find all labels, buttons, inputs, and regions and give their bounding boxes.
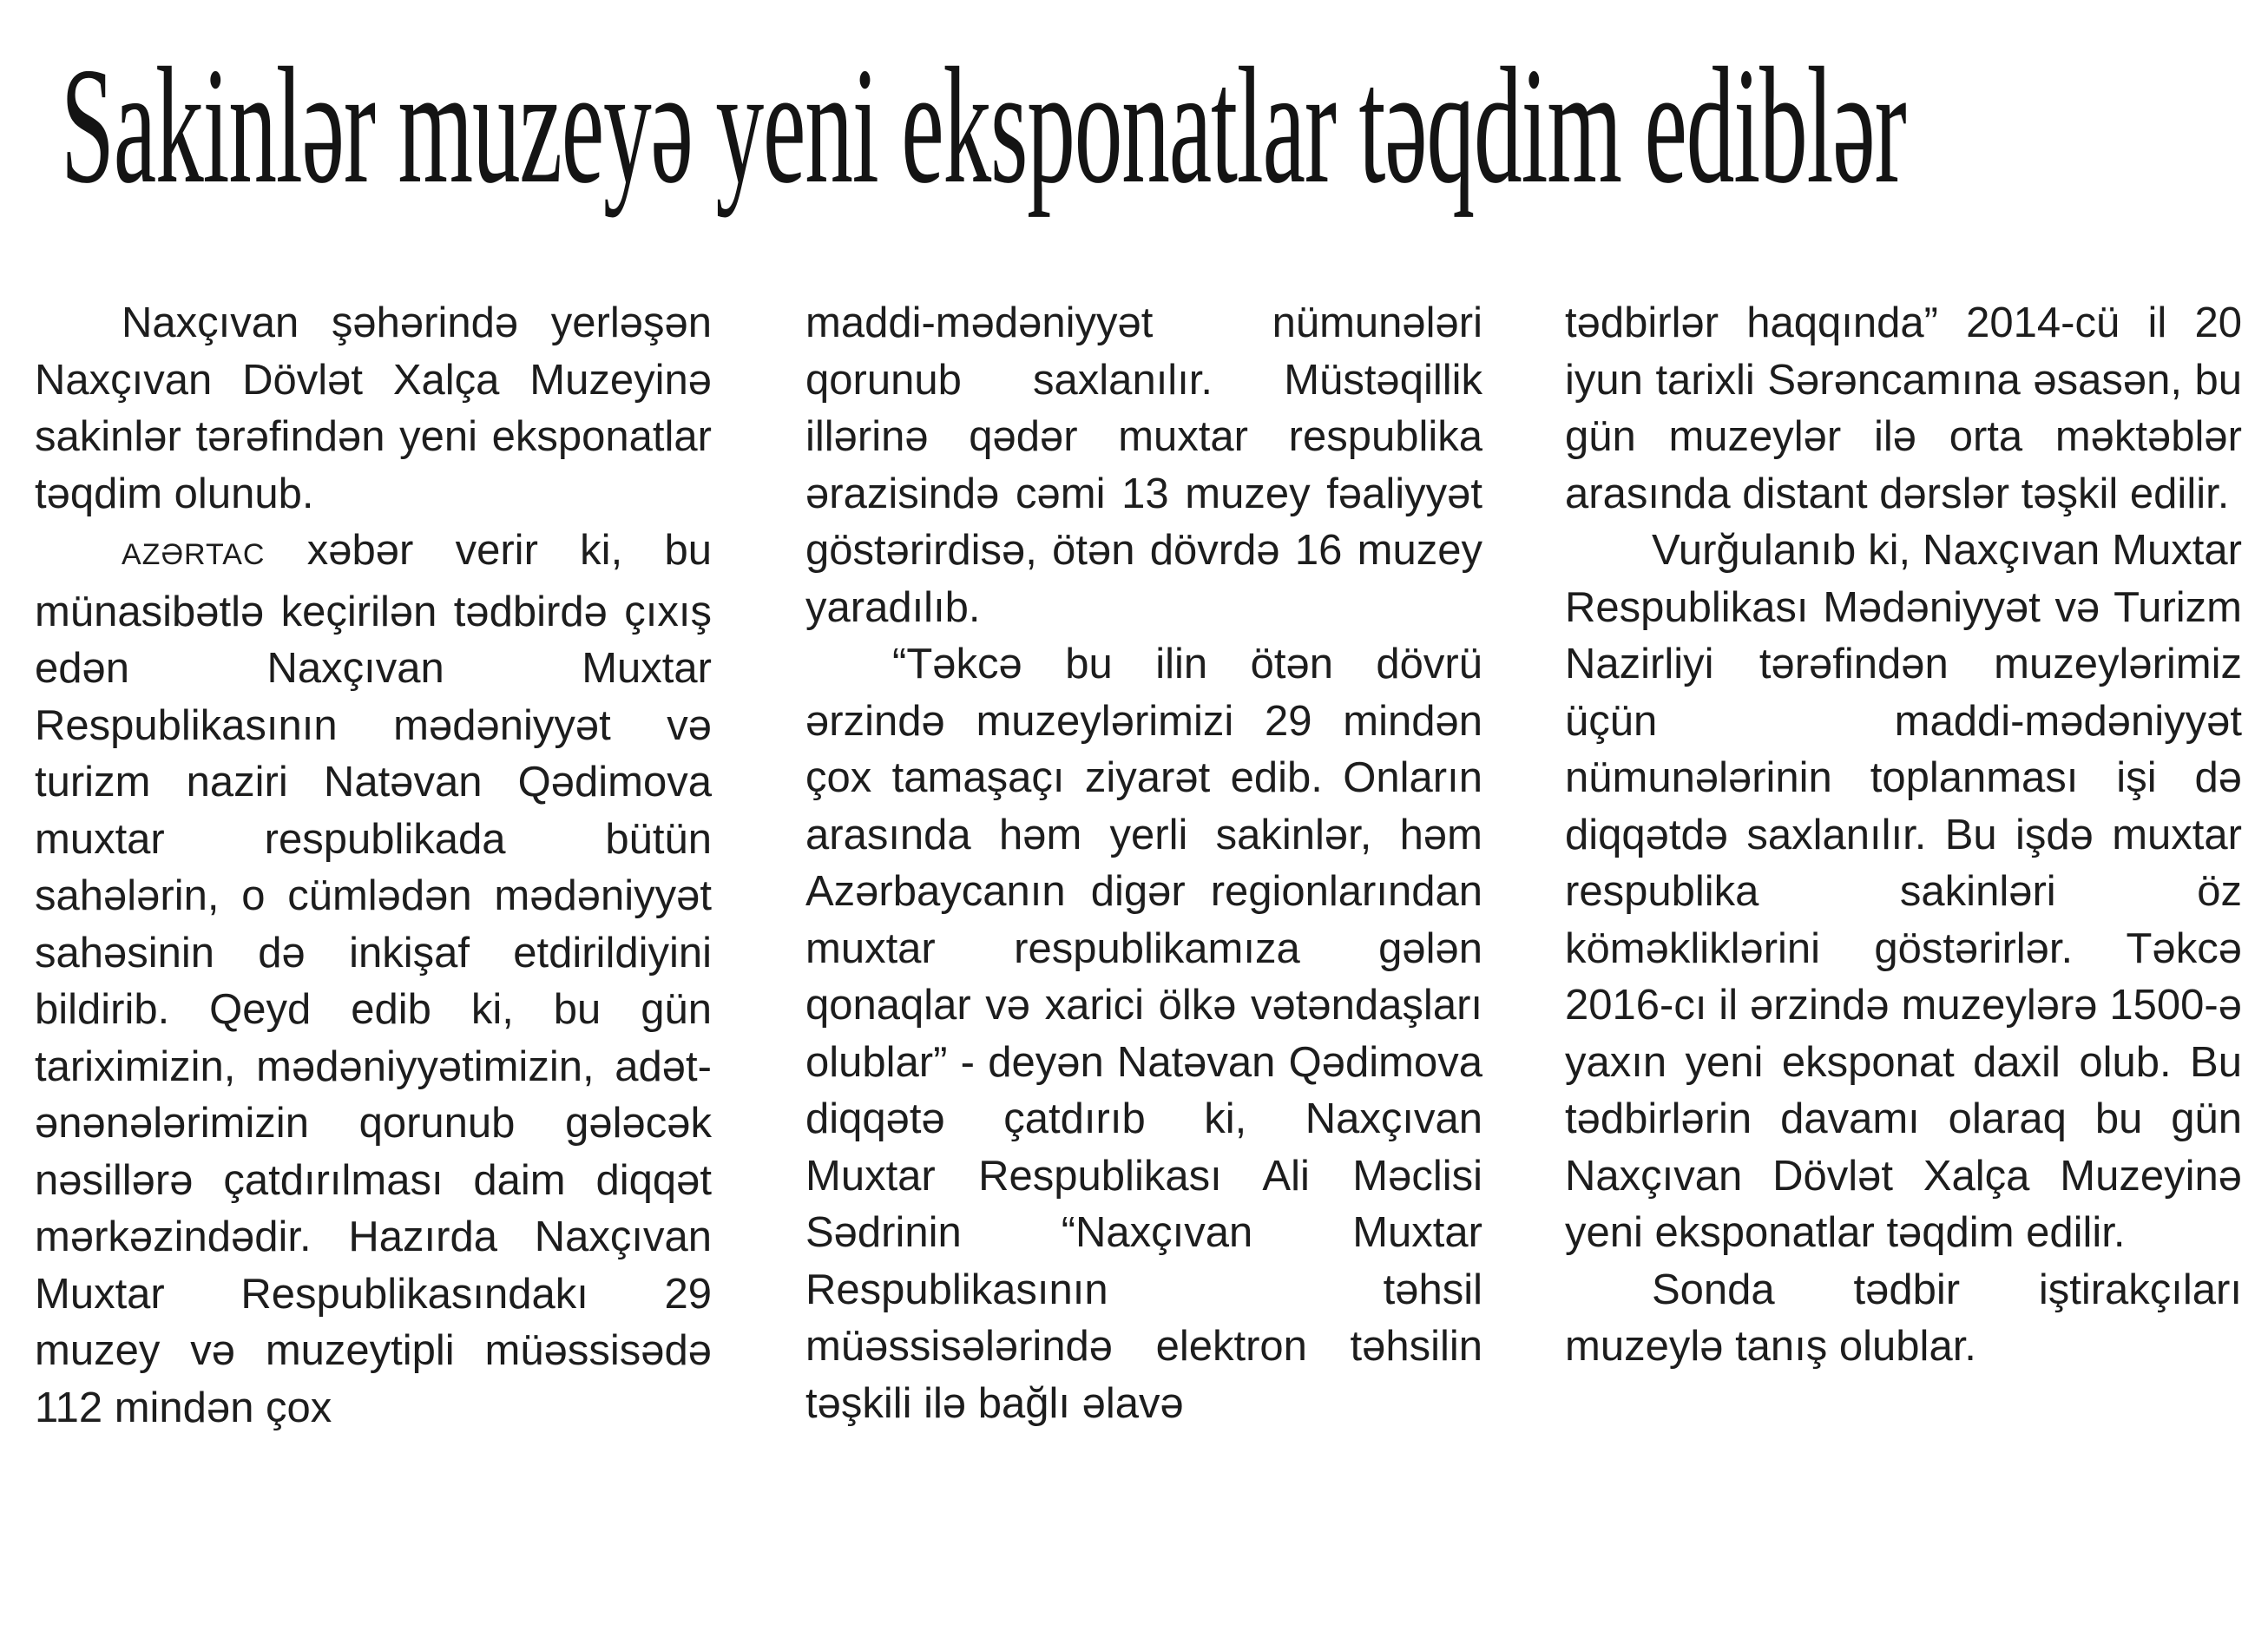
article-paragraph	[35, 523, 712, 1437]
article-paragraph: Naxçıvan şəhərində yerləşən Naxçıvan Dövlət Xalça Muzeyinə sakinlər tərəfindən yeni eksponatlar təqdim olunub.	[35, 299, 712, 517]
article-paragraph: Vurğulanıb ki, Naxçıvan Muxtar Respublikası Mədəniyyət və Turizm Nazirliyi tərəfindən muzeylərimiz üçün maddi-mədəniyyət nümunələrinin toplanması işi də diqqətdə saxlanılır. Bu işdə muxtar respublika sakinləri öz köməkliklərini göstərirlər. Təkcə 2016-cı il ərzində muzeylərə 1500-ə yaxın yeni eksponat daxil olub. Bu tədbirlərin davamı olaraq bu gün Naxçıvan Dövlət Xalça Muzeyinə yeni eksponatlar təqdim edilir.	[1565, 527, 2242, 1256]
article-paragraph: maddi-mədəniyyət nümunələri qorunub saxlanılır. Müstəqillik illərinə qədər muxtar respublika ərazisində cəmi 13 muzey fəaliyyət göstərirdisə, ötən dövrdə 16 muzey yaradılıb.	[805, 299, 1482, 631]
agency-name: AZƏRTAC	[122, 538, 266, 571]
article-column-1	[35, 295, 712, 1437]
article-paragraph: tədbirlər haqqında” 2014-cü il 20 iyun tarixli Sərəncamına əsasən, bu gün muzeylər ilə orta məktəblər arasında distant dərslər təşkil edilir.	[1565, 299, 2242, 517]
article-paragraph: Sonda tədbir iştirakçıları muzeylə tanış olublar.	[1565, 1266, 2242, 1370]
article-paragraph: “Təkcə bu ilin ötən dövrü ərzində muzeylərimizi 29 mindən çox tamaşaçı ziyarət edib. Onların arasında həm yerli sakinlər, həm Azərbaycanın digər regionlarından muxtar respublikamıza gələn qonaqlar və xarici ölkə vətəndaşları olublar” - deyən Natəvan Qədimova diqqətə çatdırıb ki, Naxçıvan Muxtar Respublikası Ali Məclisi Sədrinin “Naxçıvan Muxtar Respublikasının təhsil müəssisələrində elektron təhsilin təşkili ilə bağlı əlavə	[805, 641, 1482, 1427]
paragraph-text: xəbər verir ki, bu münasibətlə keçirilən tədbirdə çıxış edən Naxçıvan Muxtar Respublikasının mədəniyyət və turizm naziri Natəvan Qədimova muxtar respublikada bütün sahələrin, o cümlədən mədəniyyət sahəsinin də inkişaf etdirildiyini bildirib. Qeyd edib ki, bu gün tariximizin, mədəniyyətimizin, adət-ənənələrimizin qorunub gələcək nəsillərə çatdırılması daim diqqət mərkəzindədir. Hazırda Naxçıvan Muxtar Respublikasındakı 29 muzey və muzeytipli müəssisədə 112 mindən çox	[35, 527, 712, 1431]
article-column-3	[1565, 295, 2242, 1376]
article-column-2	[805, 295, 1482, 1432]
article-headline: Sakinlər muzeyə yeni eksponatlar təqdim ediblər	[61, 33, 1906, 218]
